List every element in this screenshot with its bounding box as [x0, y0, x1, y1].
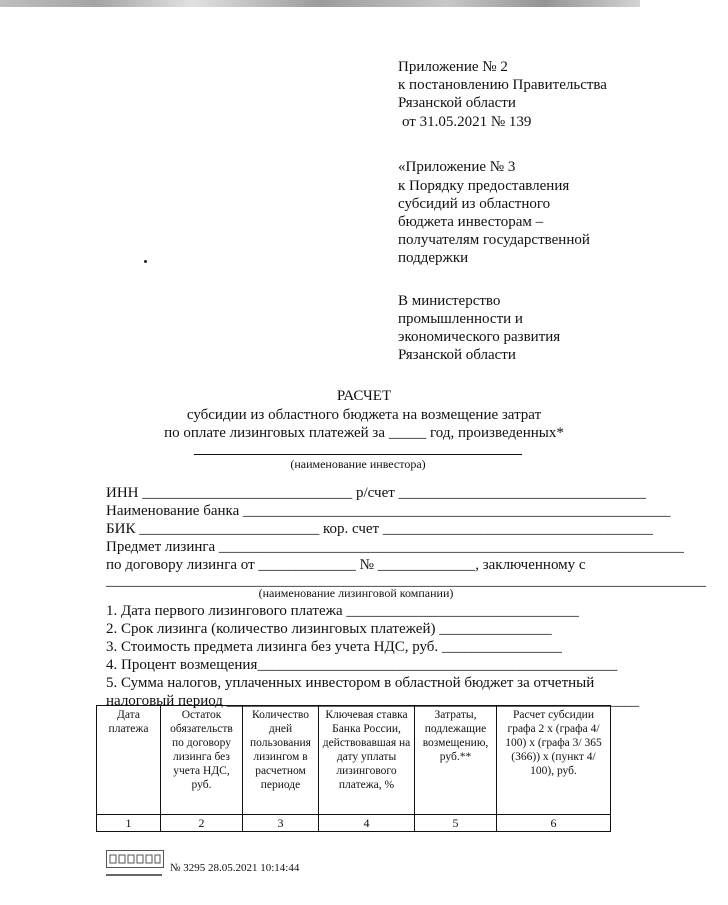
table-header-row — [97, 706, 611, 815]
column-number: 2 — [161, 815, 243, 832]
title-payments-line: по оплате лизинговых платежей за _____ год, произведенных* — [164, 425, 564, 441]
column-number: 3 — [243, 815, 319, 832]
inn-account-field: ИНН ____________________________ р/счет _________________________________ — [106, 485, 647, 501]
bik-corr-account-field: БИК ________________________ кор. счет ____________________________________ — [106, 521, 653, 537]
subsidy-calculation-table — [96, 705, 611, 832]
appendix-line-2: к Порядку предоставления — [398, 178, 570, 194]
item-first-payment-date: 1. Дата первого лизингового платежа _______________________________ — [106, 603, 579, 619]
column-number: 4 — [319, 815, 415, 832]
header-region: Рязанской области — [398, 95, 516, 111]
column-number: 5 — [415, 815, 497, 832]
addressee-line-4: Рязанской области — [398, 347, 516, 363]
scan-edge-artifact — [0, 0, 640, 7]
appendix-line-5: получателям государственной — [398, 232, 590, 248]
header-reimbursable-costs: Затраты, подлежащие возмещению, руб.** — [415, 706, 497, 815]
header-obligation-balance: Остаток обязательств по договору лизинга без учета НДС, руб. — [161, 706, 243, 815]
lessor-caption: (наименование лизинговой компании) — [258, 586, 454, 600]
registration-stamp-text: № 3295 28.05.2021 10:14:44 — [170, 862, 300, 874]
lessor-blank-line: ________________________________________________________________________________ — [106, 573, 706, 589]
header-days-count: Количество дней пользования лизингом в расчетном периоде — [243, 706, 319, 815]
appendix-line-1: «Приложение № 3 — [398, 159, 516, 175]
appendix-line-6: поддержки — [398, 250, 469, 266]
header-date-number: от 31.05.2021 № 139 — [402, 114, 532, 130]
investor-caption: (наименование инвестора) — [290, 457, 426, 471]
appendix-line-3: субсидий из областного — [398, 196, 551, 212]
item-subject-cost: 3. Стоимость предмета лизинга без учета НДС, руб. ________________ — [106, 639, 562, 655]
item-taxes-paid: 5. Сумма налогов, уплаченных инвестором в областной бюджет за отчетный — [106, 675, 595, 691]
item-reimbursement-percent: 4. Процент возмещения________________________________________________ — [106, 657, 618, 673]
header-subsidy-formula: Расчет субсидии графа 2 х (графа 4/ 100) х (графа 3/ 365 (366)) х (пункт 4/ 100), руб. — [497, 706, 611, 815]
header-key-rate: Ключевая ставка Банка России, действовавшая на дату уплаты лизингового платежа, % — [319, 706, 415, 815]
header-resolution: к постановлению Правительства — [398, 77, 607, 93]
document-title: РАСЧЕТ — [336, 388, 392, 404]
table-column-numbers-row — [97, 815, 611, 832]
stamp-underline — [106, 866, 162, 876]
title-subsidy-line: субсидии из областного бюджета на возмещение затрат — [186, 407, 542, 423]
leasing-subject-field: Предмет лизинга ______________________________________________________________ — [106, 539, 684, 555]
header-payment-date: Дата платежа — [97, 706, 161, 815]
header-appendix-number: Приложение № 2 — [398, 59, 508, 75]
bank-name-field: Наименование банка _________________________________________________________ — [106, 503, 671, 519]
column-number: 6 — [497, 815, 611, 832]
item-tax-period: налоговый период _______________________________________________________ — [106, 693, 640, 709]
addressee-line-2: промышленности и — [398, 311, 523, 327]
column-number: 1 — [97, 815, 161, 832]
appendix-line-4: бюджета инвесторам – — [398, 214, 544, 230]
item-leasing-term: 2. Срок лизинга (количество лизинговых платежей) _______________ — [106, 621, 552, 637]
scan-speck — [144, 260, 147, 263]
leasing-contract-field: по договору лизинга от _____________ № _____________, заключенному с — [106, 557, 586, 573]
investor-name-line — [194, 454, 522, 455]
addressee-line-1: В министерство — [398, 293, 501, 309]
addressee-line-3: экономического развития — [398, 329, 561, 345]
